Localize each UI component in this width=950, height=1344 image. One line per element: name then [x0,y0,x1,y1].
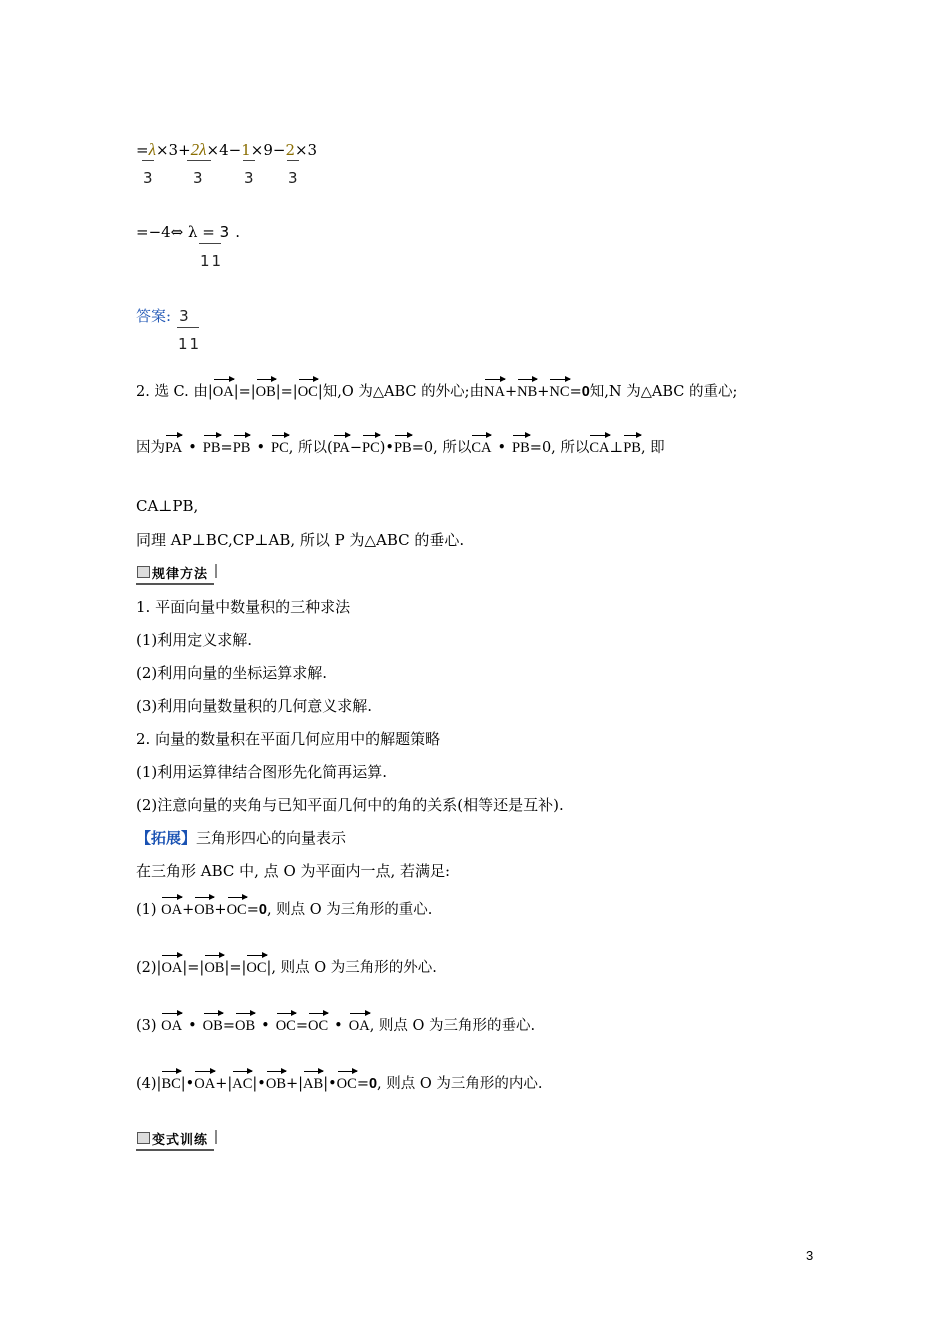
dot: • [256,440,265,456]
fraction-bar [187,160,211,161]
text: = [222,1018,235,1034]
text: +| [215,1076,233,1092]
zero-vector: 0 [258,902,267,918]
ext-item-4 [136,1074,542,1094]
text: = [246,902,259,918]
text: , 则点 O 为三角形的垂心. [369,1018,536,1034]
vector-nb: NB [517,384,538,400]
zero-vector: 0 [368,1076,378,1092]
rule-item: (1)利用定义求解. [136,631,253,649]
text: ×3 [294,141,318,159]
dot: • [334,1018,343,1034]
text: 2. 选 C. 由| [136,384,213,400]
q2-line-1 [136,382,737,402]
text: , 则点 O 为三角形的重心. [266,902,433,918]
denominator: 3 [193,169,203,187]
denominator: 11 [178,335,202,353]
ext-item-3 [136,1016,535,1036]
vector-oa: OA [161,902,183,918]
extension-title [136,828,346,848]
vector-oc: OC [297,384,318,400]
note-icon [137,1132,150,1144]
vector-ob: OB [204,960,225,976]
vector-ca: CA [471,440,492,456]
ext-item-2 [136,958,437,978]
vector-pb: PB [202,440,221,456]
text: |• [180,1076,195,1092]
text: + [504,384,518,400]
text: )• [379,440,394,456]
calc-line-2 [136,222,240,242]
text: 因为 [136,440,165,456]
answer-label: 答案: [136,307,172,325]
extension-heading: 三角形四心的向量表示 [196,829,347,847]
rule-item: 2. 向量的数量积在平面几何应用中的解题策略 [136,730,441,748]
text: (3) [136,1018,162,1034]
vector-bc: BC [161,1076,181,1092]
text: |=| [233,384,256,400]
text: ×4− [206,141,242,159]
vector-oc: OC [336,1076,357,1092]
fraction-numerator: 2 [285,141,295,159]
text: 知,N 为△ABC 的重心; [589,384,738,400]
vector-oa: OA [161,960,183,976]
section-header-variants [136,1128,214,1151]
dot: • [497,440,507,456]
vector-ac: AC [232,1076,253,1092]
text: (4)| [136,1076,162,1092]
vector-oc: OC [246,960,267,976]
vector-oc: OC [275,1018,296,1034]
dot: • [188,1018,197,1034]
answer-line [136,306,189,326]
text: , 所以( [288,440,333,456]
text: + [214,902,227,918]
q2-line-4: 同理 AP⊥BC,CP⊥AB, 所以 P 为△ABC 的垂心. [136,531,465,549]
dot: • [188,440,197,456]
text: ×9− [250,141,286,159]
vector-ob: OB [234,1018,256,1034]
q2-line-2 [136,438,665,458]
text: ×3+ [155,141,191,159]
text: |=| [224,960,247,976]
vector-oa: OA [161,1018,183,1034]
calc-line-1 [136,140,317,160]
text: =0, 所以 [411,440,472,456]
dot: • [261,1018,270,1034]
text: + [537,384,550,400]
text: |知,O 为△ABC 的外心;由 [317,384,484,400]
section-title: 变式训练 [152,1133,209,1148]
lambda: λ [148,140,156,159]
vector-pc: PC [362,440,380,456]
vector-pb: PB [512,440,530,456]
note-icon [137,566,150,578]
vector-na: NA [483,384,505,400]
rule-item: (3)利用向量数量积的几何意义求解. [136,697,373,715]
vector-oc: OC [308,1018,329,1034]
fraction-numerator: 3 [179,307,189,325]
q2-line-3: CA⊥PB, [136,497,199,515]
text: = [295,1018,309,1034]
fraction-bar [199,243,221,244]
denominator: 11 [200,252,224,270]
rule-item: (1)利用运算律结合图形先化简再运算. [136,763,388,781]
vector-pa: PA [165,440,183,456]
text: . [235,223,240,241]
rule-item: 1. 平面向量中数量积的三种求法 [136,598,351,616]
denominator: 3 [143,169,153,187]
text: + [182,902,195,918]
text: ⊥ [609,440,624,456]
denominator: 3 [244,169,254,187]
text: |• [252,1076,266,1092]
vector-pa: PA [332,440,350,456]
vector-nc: NC [549,384,570,400]
rule-item: (2)注意向量的夹角与已知平面几何中的角的关系(相等还是互补). [136,796,564,814]
two-lambda: 2λ [190,140,207,159]
rule-item: (2)利用向量的坐标运算求解. [136,664,328,682]
vector-pb: PB [623,440,641,456]
vector-pc: PC [271,440,289,456]
text: = [569,384,582,400]
text: (2)| [136,960,162,976]
fraction-bar [177,327,199,328]
text: , 则点 O 为三角形的内心. [377,1076,543,1092]
vector-ob: OB [255,384,276,400]
text: |=| [182,960,205,976]
text: (1) [136,902,162,918]
section-header-rules [136,562,214,585]
vector-oc: OC [226,902,247,918]
denominator: 3 [288,169,298,187]
extension-bracket: 【拓展】 [136,829,197,847]
vector-oa: OA [194,1076,216,1092]
fraction-numerator: 1 [241,141,251,159]
vector-ob: OB [194,902,215,918]
extension-intro: 在三角形 ABC 中, 点 O 为平面内一点, 若满足: [136,862,451,880]
fraction-numerator: 3 [219,223,230,241]
text: = [136,141,149,159]
text: − [349,440,363,456]
text: =−4⇔ λ = [136,223,220,241]
vector-ob: OB [265,1076,286,1092]
page-number: 3 [806,1248,814,1263]
vector-pb: PB [393,440,412,456]
fraction-bar [287,160,299,161]
fraction-bar [243,160,255,161]
text: = [220,440,233,456]
text: = [356,1076,369,1092]
fraction-bar [142,160,154,161]
text: , 即 [640,440,665,456]
ext-item-1 [136,900,432,920]
zero-vector: 0 [581,384,590,400]
vector-oa: OA [212,384,234,400]
vector-pb: PB [232,440,251,456]
text: =0, 所以 [529,440,590,456]
vector-ca: CA [589,440,610,456]
vector-oa: OA [348,1018,370,1034]
text: |=| [275,384,298,400]
vector-ob: OB [202,1018,223,1034]
text: |• [323,1076,337,1092]
section-title: 规律方法 [152,567,209,582]
text: +| [286,1076,304,1092]
text: |, 则点 O 为三角形的外心. [266,960,437,976]
vector-ab: AB [303,1076,324,1092]
